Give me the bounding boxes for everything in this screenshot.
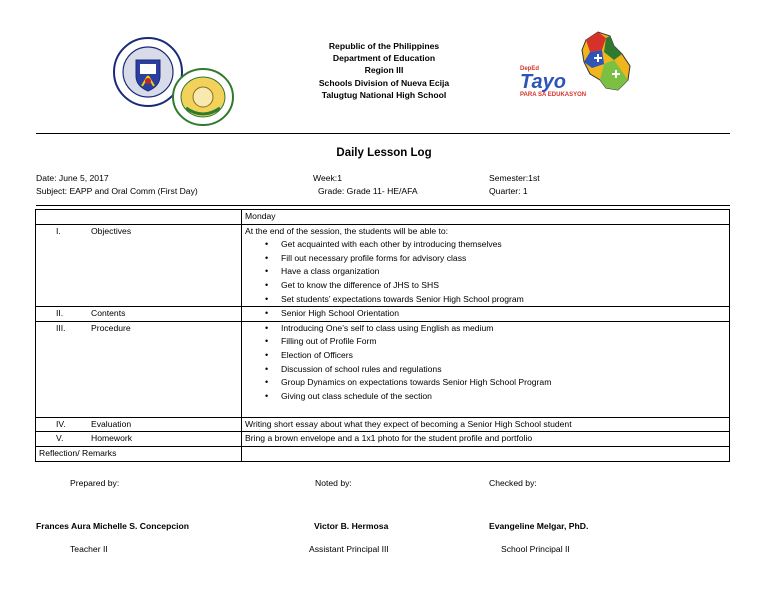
table-row <box>36 210 730 225</box>
section-label: Contents <box>91 308 126 319</box>
list-item: • Group Dynamics on expectations towards Senior High School Program <box>281 376 726 390</box>
list-item: • Have a class organization <box>281 265 726 279</box>
list-item: • Introducing One’s self to class using English as medium <box>281 322 726 336</box>
header-line: Region III <box>364 65 404 76</box>
section-number: II. <box>56 308 64 319</box>
table-row <box>36 321 730 417</box>
section-number: V. <box>56 433 64 444</box>
school-header <box>0 40 768 101</box>
week-field: Week:1 <box>313 173 342 183</box>
section-label: Objectives <box>91 225 132 236</box>
table-row <box>36 432 730 447</box>
header-divider <box>36 133 730 134</box>
table-row <box>36 224 730 307</box>
noted-by-label: Noted by: <box>315 478 352 488</box>
list-item: • Fill out necessary profile forms for advisory class <box>281 252 726 266</box>
list-item: • Get to know the difference of JHS to SHS <box>281 279 726 293</box>
tayo-logo-text: DepEd Tayo PARA SA EDUKASYON <box>520 66 587 98</box>
objectives-cell <box>242 224 730 307</box>
list-item: • Get acquainted with each other by introducing themselves <box>281 238 726 252</box>
day-header: Monday <box>242 210 730 225</box>
page-title: Daily Lesson Log <box>336 147 432 159</box>
list-item: • Set students’ expectations towards Senior High School program <box>281 293 726 307</box>
section-label: Evaluation <box>91 418 132 429</box>
section-label: Procedure <box>91 322 131 333</box>
prepared-by-title: Teacher II <box>70 544 108 554</box>
table-row <box>36 446 730 461</box>
section-number: IV. <box>56 418 66 429</box>
header-line: Republic of the Philippines <box>328 41 440 51</box>
section-label: Homework <box>91 433 133 444</box>
lesson-log-table <box>35 209 730 462</box>
objectives-intro: At the end of the session, the students will be able to: <box>245 225 449 236</box>
section-number: I. <box>56 225 61 236</box>
date-field: Date: June 5, 2017 <box>36 173 109 183</box>
header-line: Department of Education <box>332 53 436 64</box>
list-item: • Election of Officers <box>281 349 726 363</box>
evaluation-cell: Writing short essay about what they expect of becoming a Senior High School student <box>242 417 730 432</box>
table-row <box>36 307 730 322</box>
reflection-cell <box>242 446 730 461</box>
contents-cell <box>242 307 730 322</box>
checked-by-title: School Principal II <box>501 544 570 554</box>
header-line: Schools Division of Nueva Ecija <box>318 77 450 88</box>
list-item: • Discussion of school rules and regulations <box>281 363 726 377</box>
prepared-by-name: Frances Aura Michelle S. Concepcion <box>36 521 189 531</box>
checked-by-name: Evangeline Melgar, PhD. <box>489 521 589 531</box>
subject-field: Subject: EAPP and Oral Comm (First Day) <box>36 186 198 196</box>
list-item: • Senior High School Orientation <box>281 307 726 321</box>
list-item: • Giving out class schedule of the section <box>281 390 726 404</box>
quarter-field: Quarter: 1 <box>489 186 528 196</box>
noted-by-title: Assistant Principal III <box>309 544 389 554</box>
semester-field: Semester:1st <box>489 173 540 183</box>
list-item: • Filling out of Profile Form <box>281 335 726 349</box>
procedure-cell <box>242 321 730 417</box>
section-number: III. <box>56 322 66 333</box>
prepared-by-label: Prepared by: <box>70 478 120 488</box>
meta-divider <box>36 205 730 206</box>
section-label: Reflection/ Remarks <box>39 447 117 458</box>
checked-by-label: Checked by: <box>489 478 537 488</box>
header-line: Talugtug National High School <box>321 89 447 100</box>
grade-field: Grade: Grade 11- HE/AFA <box>318 186 418 196</box>
table-row <box>36 417 730 432</box>
homework-cell: Bring a brown envelope and a 1x1 photo for the student profile and portfolio <box>242 432 730 447</box>
noted-by-name: Victor B. Hermosa <box>314 521 389 531</box>
